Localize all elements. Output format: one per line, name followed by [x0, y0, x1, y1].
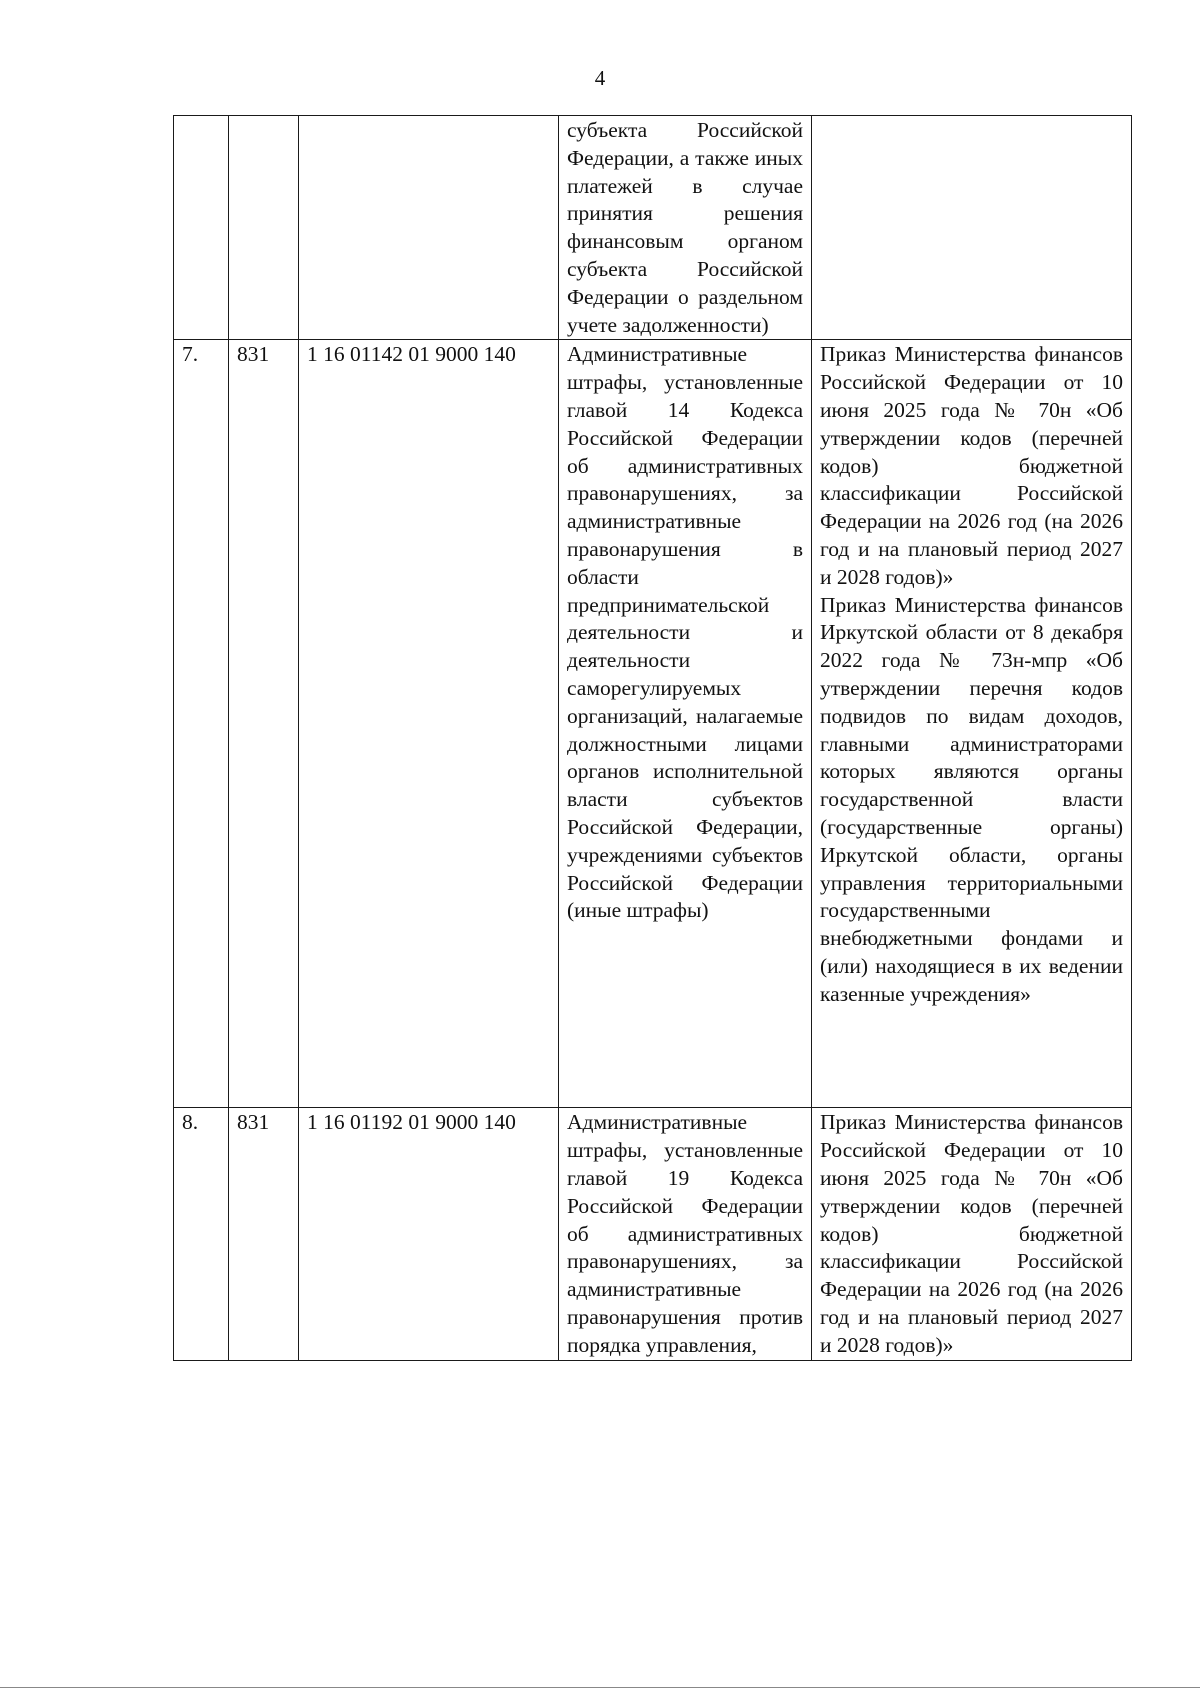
cell-kbk: 1 16 01192 01 9000 140: [299, 1108, 559, 1360]
income-name-text: субъекта Российской Федерации, а также иных платежей в случае принятия решения финансовым органом субъекта Российской Федерации о раздельном учете задолженности): [567, 118, 803, 337]
cell-admin-code: [229, 116, 299, 340]
legal-basis-text-2: Приказ Министерства финансов Иркутской области от 8 декабря 2022 года № 73н-мпр «Об утверждении перечня кодов подвидов по видам доходов, главными администраторами которых являются органы государственной власти (государственные органы) Иркутской области, органы управления территориальными государственными внебюджетными фондами и (или) находящиеся в их ведении казенные учреждения»: [820, 592, 1123, 1006]
page-number: 4: [594, 66, 606, 90]
cell-legal-basis: [812, 116, 1132, 340]
cell-legal-basis: [812, 340, 1132, 1108]
legal-basis-text-1: Приказ Министерства финансов Российской Федерации от 10 июня 2025 года № 70н «Об утверждении кодов (перечней кодов) бюджетной классификации Российской Федерации на 2026 год (на 2026 год и на плановый период 2027 и 2028 годов)»: [820, 1110, 1123, 1357]
income-name-text: Административные штрафы, установленные главой 14 Кодекса Российской Федерации об административных правонарушениях, за административные правонарушения в области предпринимательской деятельности и деятельности саморегулируемых организаций, налагаемые должностными лицами органов исполнительной власти субъектов Российской Федерации, учреждениями субъектов Российской Федерации (иные штрафы): [567, 342, 803, 923]
cell-income-name: [559, 340, 812, 1108]
table-row: [174, 1108, 1132, 1360]
income-codes-table: [173, 115, 1132, 1361]
legal-basis-text-1: Приказ Министерства финансов Российской Федерации от 10 июня 2025 года № 70н «Об утверждении кодов (перечней кодов) бюджетной классификации Российской Федерации на 2026 год (на 2026 год и на плановый период 2027 и 2028 годов)»: [820, 342, 1123, 589]
cell-kbk: 1 16 01142 01 9000 140: [299, 340, 559, 1108]
cell-number: 7.: [174, 340, 229, 1108]
table-row-continuation: [174, 116, 1132, 340]
cell-number: [174, 116, 229, 340]
cell-legal-basis: [812, 1108, 1132, 1360]
cell-number: 8.: [174, 1108, 229, 1360]
cell-admin-code: 831: [229, 1108, 299, 1360]
cell-income-name: [559, 1108, 812, 1360]
table-row: [174, 340, 1132, 1108]
cell-kbk: [299, 116, 559, 340]
income-name-text: Административные штрафы, установленные главой 19 Кодекса Российской Федерации об административных правонарушениях, за административные правонарушения против порядка управления,: [567, 1110, 803, 1357]
cell-admin-code: 831: [229, 340, 299, 1108]
cell-income-name: [559, 116, 812, 340]
scan-edge-line: [0, 1687, 1200, 1688]
